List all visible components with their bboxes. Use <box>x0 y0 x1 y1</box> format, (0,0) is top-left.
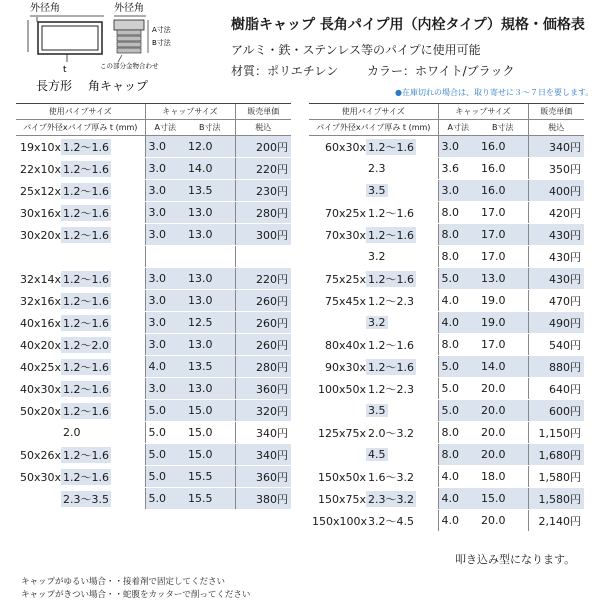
pipe-thickness: 1.2～2.0 <box>63 338 109 352</box>
table-row <box>309 400 584 422</box>
pipe-size-cell <box>16 312 145 334</box>
pipe-size-cell <box>16 334 145 356</box>
a-dim-cell: 4.0 <box>438 466 478 488</box>
b-dim-cell: 15.0 <box>478 488 528 510</box>
price-cell: 350円 <box>528 158 584 180</box>
price-cell: 1,150円 <box>528 422 584 444</box>
pipe-size-cell <box>309 158 438 180</box>
b-dim-cell: 20.0 <box>478 400 528 422</box>
pipe-outer-dim: 32x16x <box>19 294 61 308</box>
pipe-outer-dim: 50x26x <box>19 448 61 462</box>
pipe-thickness: 1.2～2.3 <box>368 382 414 396</box>
pipe-thickness: 2.0 <box>63 426 81 439</box>
table-header-row <box>16 104 291 120</box>
pipe-outer-dim: 30x20x <box>19 228 61 242</box>
header-b: B寸法 <box>478 120 528 136</box>
pipe-size-cell <box>309 466 438 488</box>
price-cell: 260円 <box>235 312 291 334</box>
b-dim-cell: 13.0 <box>185 202 235 224</box>
pipe-thickness: 1.2～1.6 <box>63 316 109 330</box>
pipe-size-cell <box>16 400 145 422</box>
material-text: 材質：ポリエチレン <box>231 64 339 78</box>
spec-table-right <box>309 103 584 532</box>
pipe-size-cell <box>16 136 145 158</box>
table-row <box>16 202 291 224</box>
pipe-thickness: 1.2～1.6 <box>368 206 414 220</box>
a-dim-cell: 5.0 <box>145 422 185 444</box>
pipe-outer-dim: 32x14x <box>19 272 61 286</box>
price-cell: 420円 <box>528 202 584 224</box>
header-cap-size: キャップサイズ <box>145 104 235 120</box>
table-row <box>309 158 584 180</box>
table-row <box>16 268 291 290</box>
pipe-thickness: 2.0～3.2 <box>368 426 414 440</box>
b-dim-cell: 15.5 <box>185 488 235 510</box>
pipe-size-cell <box>16 202 145 224</box>
pipe-thickness: 1.2～1.6 <box>63 448 109 462</box>
price-cell: 640円 <box>528 378 584 400</box>
price-cell: 1,580円 <box>528 488 584 510</box>
pipe-thickness: 1.2～1.6 <box>63 228 109 242</box>
table-row <box>16 334 291 356</box>
pipe-thickness: 1.2～2.3 <box>368 294 414 308</box>
header-tax: 税込 <box>235 120 291 136</box>
table-row <box>309 510 584 532</box>
b-dim-cell: 19.0 <box>478 312 528 334</box>
price-cell: 880円 <box>528 356 584 378</box>
price-cell: 230円 <box>235 180 291 202</box>
pipe-size-cell <box>16 444 145 466</box>
table-row <box>16 356 291 378</box>
pipe-thickness: 1.2～1.6 <box>368 360 414 374</box>
b-dim-cell: 13.0 <box>185 334 235 356</box>
b-dim-cell: 16.0 <box>478 136 528 158</box>
b-dim-cell: 17.0 <box>478 334 528 356</box>
outer-label-right: 外径角 <box>114 3 144 14</box>
spec-table-left <box>16 103 291 510</box>
table-row <box>16 312 291 334</box>
price-cell: 470円 <box>528 290 584 312</box>
pipe-size-cell <box>16 180 145 202</box>
pipe-thickness: 1.2～1.6 <box>63 382 109 396</box>
pipe-outer-dim: 100x50x <box>317 382 366 396</box>
table-row <box>16 466 291 488</box>
pipe-thickness: 1.2～1.6 <box>63 470 109 484</box>
a-dim-cell: 8.0 <box>438 444 478 466</box>
pipe-outer-dim: 40x20x <box>19 338 61 352</box>
pipe-thickness: 1.2～1.6 <box>368 338 414 352</box>
price-cell: 540円 <box>528 334 584 356</box>
pipe-size-cell <box>16 224 145 246</box>
pipe-thickness: 1.2～1.6 <box>63 404 109 418</box>
b-dim-cell: 13.0 <box>185 268 235 290</box>
pipe-thickness: 1.2～1.6 <box>368 272 414 286</box>
a-dim-cell <box>145 246 185 268</box>
a-dim-cell: 8.0 <box>438 422 478 444</box>
pipe-outer-dim: 75x45x <box>324 294 366 308</box>
page-title: 樹脂キャップ 長角パイプ用（内栓タイプ）規格・価格表 <box>231 17 585 33</box>
b-dim-cell: 13.0 <box>478 268 528 290</box>
pipe-inner-rect <box>42 26 98 50</box>
table-row <box>16 290 291 312</box>
a-dim-cell: 3.0 <box>438 136 478 158</box>
table-row <box>309 444 584 466</box>
price-cell: 340円 <box>235 444 291 466</box>
b-dim-cell: 19.0 <box>478 290 528 312</box>
table-row <box>16 400 291 422</box>
price-cell: 430円 <box>528 246 584 268</box>
a-dim-cell: 3.0 <box>145 378 185 400</box>
b-dim-cell: 20.0 <box>478 378 528 400</box>
pipe-size-cell <box>16 158 145 180</box>
a-dim-cell: 3.0 <box>145 268 185 290</box>
a-dim-cell: 8.0 <box>438 334 478 356</box>
pipe-thickness: 2.3～3.5 <box>63 492 109 506</box>
table-header-row <box>309 104 584 120</box>
pipe-thickness: 1.2～1.6 <box>63 184 109 198</box>
a-dim-cell: 4.0 <box>438 510 478 532</box>
header-pipe-sub: パイプ外径xパイプ厚み t (mm) <box>16 120 145 136</box>
price-cell: 1,680円 <box>528 444 584 466</box>
b-dim-cell: 18.0 <box>478 466 528 488</box>
header-pipe-size: 使用パイプサイズ <box>309 104 438 120</box>
b-dim-cell: 16.0 <box>478 158 528 180</box>
table-row <box>309 136 584 158</box>
price-cell: 300円 <box>235 224 291 246</box>
pipe-size-cell <box>309 488 438 510</box>
pipe-outer-dim: 70x25x <box>324 206 366 220</box>
a-dim-cell: 5.0 <box>438 268 478 290</box>
a-dim-cell: 3.0 <box>145 224 185 246</box>
pipe-outer-dim: 19x10x <box>19 140 61 154</box>
pipe-outer-dim: 150x100x <box>312 514 368 528</box>
a-dim-cell: 3.0 <box>438 180 478 202</box>
price-cell: 1,580円 <box>528 466 584 488</box>
pipe-size-cell <box>16 356 145 378</box>
a-dim-cell: 5.0 <box>438 378 478 400</box>
a-dim-cell: 4.0 <box>438 312 478 334</box>
pipe-size-cell <box>309 356 438 378</box>
table-row <box>309 246 584 268</box>
b-dim-cell: 15.0 <box>185 422 235 444</box>
price-cell: 360円 <box>235 466 291 488</box>
price-cell: 220円 <box>235 268 291 290</box>
a-dim-cell: 4.0 <box>438 290 478 312</box>
pipe-thickness: 4.5 <box>368 448 386 461</box>
pipe-size-cell <box>309 334 438 356</box>
pipe-outer-dim: 150x50x <box>317 470 366 484</box>
table-row <box>16 246 291 268</box>
pipe-size-cell <box>16 466 145 488</box>
pipe-thickness: 1.6～3.2 <box>368 470 414 484</box>
price-cell: 320円 <box>235 400 291 422</box>
header-price: 販売単価 <box>235 104 291 120</box>
pipe-outer-dim: 125x75x <box>317 426 366 440</box>
table-row <box>309 268 584 290</box>
pipe-thickness: 1.2～1.6 <box>63 360 109 374</box>
a-dim-cell: 8.0 <box>438 202 478 224</box>
pipe-thickness: 2.3 <box>368 162 386 175</box>
tight-fit-note: キャップがきつい場合・・蛇腹をカッターで削ってください <box>21 590 251 600</box>
table-body <box>16 136 291 510</box>
a-dim-label: A寸法 <box>152 26 171 34</box>
b-dim-cell: 12.5 <box>185 312 235 334</box>
pipe-outer-dim: 50x20x <box>19 404 61 418</box>
b-dim-cell: 13.0 <box>185 224 235 246</box>
header-cap-size: キャップサイズ <box>438 104 528 120</box>
a-dim-cell: 3.0 <box>145 312 185 334</box>
a-dim-cell: 3.0 <box>145 334 185 356</box>
pipe-size-cell <box>16 246 145 268</box>
pipe-thickness: 2.3～3.2 <box>368 492 414 506</box>
pipe-thickness: 3.2 <box>368 316 386 329</box>
pipe-outer-dim: 30x16x <box>19 206 61 220</box>
a-dim-cell: 3.0 <box>145 180 185 202</box>
pipe-size-cell <box>309 202 438 224</box>
price-cell: 430円 <box>528 224 584 246</box>
pipe-thickness: 3.5 <box>368 184 386 197</box>
b-dim-cell: 13.5 <box>185 356 235 378</box>
pipe-thickness: 1.2～1.6 <box>368 228 414 242</box>
pipe-size-cell <box>16 378 145 400</box>
b-dim-label: B寸法 <box>152 39 171 47</box>
a-dim-cell: 3.0 <box>145 136 185 158</box>
b-dim-cell: 13.0 <box>185 378 235 400</box>
price-cell: 380円 <box>235 488 291 510</box>
pipe-thickness: 1.2～1.6 <box>368 140 414 154</box>
price-cell <box>235 246 291 268</box>
pipe-outer-dim: 80x40x <box>324 338 366 352</box>
a-dim-cell: 5.0 <box>438 400 478 422</box>
price-cell: 490円 <box>528 312 584 334</box>
b-dim-cell: 20.0 <box>478 422 528 444</box>
table-row <box>309 466 584 488</box>
table-row <box>309 224 584 246</box>
header-b: B寸法 <box>185 120 235 136</box>
pipe-size-cell <box>309 290 438 312</box>
b-dim-cell: 15.0 <box>185 400 235 422</box>
price-cell: 600円 <box>528 400 584 422</box>
table-row <box>309 422 584 444</box>
pipe-outer-dim: 150x75x <box>317 492 366 506</box>
b-dim-cell: 12.0 <box>185 136 235 158</box>
table-row <box>309 312 584 334</box>
pipe-outer-dim: 40x30x <box>19 382 61 396</box>
cap-fins <box>117 48 141 53</box>
pipe-outer-rect <box>38 22 102 54</box>
table-row <box>309 356 584 378</box>
a-dim-cell: 3.0 <box>145 158 185 180</box>
pipe-thickness: 3.2 <box>368 250 386 263</box>
b-dim-cell: 14.0 <box>478 356 528 378</box>
pipe-outer-dim: 90x30x <box>324 360 366 374</box>
thickness-label: t <box>63 65 67 75</box>
price-cell: 260円 <box>235 290 291 312</box>
caption-name: 角キャップ <box>88 79 149 93</box>
usage-line: アルミ・鉄・ステンレス等のパイプに使用可能 <box>231 43 481 57</box>
product-diagram <box>0 0 220 100</box>
table-row <box>309 290 584 312</box>
b-dim-cell: 15.5 <box>185 466 235 488</box>
b-dim-cell: 16.0 <box>478 180 528 202</box>
price-cell: 400円 <box>528 180 584 202</box>
a-dim-cell: 4.0 <box>438 488 478 510</box>
pipe-size-cell <box>309 136 438 158</box>
price-cell: 280円 <box>235 202 291 224</box>
table-row <box>309 180 584 202</box>
b-dim-cell: 13.0 <box>185 290 235 312</box>
loose-fit-note: キャップがゆるい場合・・接着剤で固定してください <box>21 577 226 587</box>
table-row <box>16 158 291 180</box>
b-dim-cell: 14.0 <box>185 158 235 180</box>
a-dim-cell: 5.0 <box>145 466 185 488</box>
table-row <box>309 488 584 510</box>
stock-note: ●在庫切れの場合は、取り寄せに３～７日を要します。 <box>395 88 594 97</box>
table-row <box>309 202 584 224</box>
caption-shape: 長方形 <box>36 79 73 93</box>
outer-label-left: 外径角 <box>30 3 60 14</box>
pipe-thickness: 1.2～1.6 <box>63 272 109 286</box>
a-dim-cell: 4.0 <box>145 356 185 378</box>
pipe-thickness: 3.2～4.5 <box>368 514 414 528</box>
price-cell: 340円 <box>528 136 584 158</box>
header-tax: 税込 <box>528 120 584 136</box>
price-cell: 360円 <box>235 378 291 400</box>
b-dim-cell: 17.0 <box>478 246 528 268</box>
pipe-size-cell <box>309 510 438 532</box>
table-row <box>16 180 291 202</box>
pipe-thickness: 3.5 <box>368 404 386 417</box>
pipe-thickness: 1.2～1.6 <box>63 206 109 220</box>
header-pipe-size: 使用パイプサイズ <box>16 104 145 120</box>
pipe-size-cell <box>309 444 438 466</box>
pipe-outer-dim: 60x30x <box>324 140 366 154</box>
header-a: A寸法 <box>438 120 478 136</box>
cap-head <box>114 20 144 30</box>
table-row <box>16 224 291 246</box>
a-dim-cell: 8.0 <box>438 224 478 246</box>
a-dim-cell: 5.0 <box>145 400 185 422</box>
a-dim-cell: 3.6 <box>438 158 478 180</box>
table-body <box>309 136 584 532</box>
pipe-thickness: 1.2～1.6 <box>63 140 109 154</box>
pipe-size-cell <box>309 246 438 268</box>
table-row <box>16 422 291 444</box>
price-cell: 200円 <box>235 136 291 158</box>
table-row <box>16 378 291 400</box>
pipe-size-cell <box>16 488 145 510</box>
a-dim-cell: 8.0 <box>438 246 478 268</box>
table-subheader-row <box>16 120 291 136</box>
pipe-outer-dim: 40x16x <box>19 316 61 330</box>
pipe-outer-dim: 75x25x <box>324 272 366 286</box>
pipe-size-cell <box>309 180 438 202</box>
pipe-outer-dim: 22x10x <box>19 162 61 176</box>
price-cell: 280円 <box>235 356 291 378</box>
table-row <box>16 444 291 466</box>
pipe-size-cell <box>16 422 145 444</box>
pipe-size-cell <box>309 422 438 444</box>
a-dim-cell: 3.0 <box>145 290 185 312</box>
pipe-size-cell <box>309 400 438 422</box>
b-dim-cell: 17.0 <box>478 202 528 224</box>
pipe-thickness: 1.2～1.6 <box>63 162 109 176</box>
pipe-size-cell <box>309 268 438 290</box>
price-cell: 260円 <box>235 334 291 356</box>
a-dim-cell: 5.0 <box>438 356 478 378</box>
fit-note-label: この部分金物合わせ <box>100 62 159 70</box>
pipe-thickness: 1.2～1.6 <box>63 294 109 308</box>
pipe-size-cell <box>309 224 438 246</box>
price-cell: 2,140円 <box>528 510 584 532</box>
b-dim-cell: 20.0 <box>478 510 528 532</box>
color-text: カラー：ホワイト/ブラック <box>367 64 515 78</box>
pipe-outer-dim: 50x30x <box>19 470 61 484</box>
price-cell: 430円 <box>528 268 584 290</box>
a-dim-cell: 5.0 <box>145 488 185 510</box>
table-row <box>309 378 584 400</box>
pipe-outer-dim: 40x25x <box>19 360 61 374</box>
price-cell: 340円 <box>235 422 291 444</box>
table-subheader-row <box>309 120 584 136</box>
price-cell: 220円 <box>235 158 291 180</box>
header-a: A寸法 <box>145 120 185 136</box>
table-row <box>16 136 291 158</box>
b-dim-cell: 13.5 <box>185 180 235 202</box>
b-dim-cell: 17.0 <box>478 224 528 246</box>
pipe-outer-dim: 70x30x <box>324 228 366 242</box>
header-price: 販売単価 <box>528 104 584 120</box>
table-row <box>16 488 291 510</box>
table-row <box>309 334 584 356</box>
b-dim-cell: 20.0 <box>478 444 528 466</box>
header-pipe-sub: パイプ外径xパイプ厚み t (mm) <box>309 120 438 136</box>
pipe-size-cell <box>309 312 438 334</box>
type-note: 叩き込み型になります。 <box>455 553 576 566</box>
pipe-size-cell <box>16 268 145 290</box>
a-dim-cell: 5.0 <box>145 444 185 466</box>
b-dim-cell <box>185 246 235 268</box>
a-dim-cell: 3.0 <box>145 202 185 224</box>
pipe-size-cell <box>309 378 438 400</box>
pipe-size-cell <box>16 290 145 312</box>
b-dim-cell: 15.0 <box>185 444 235 466</box>
pipe-outer-dim: 25x12x <box>19 184 61 198</box>
